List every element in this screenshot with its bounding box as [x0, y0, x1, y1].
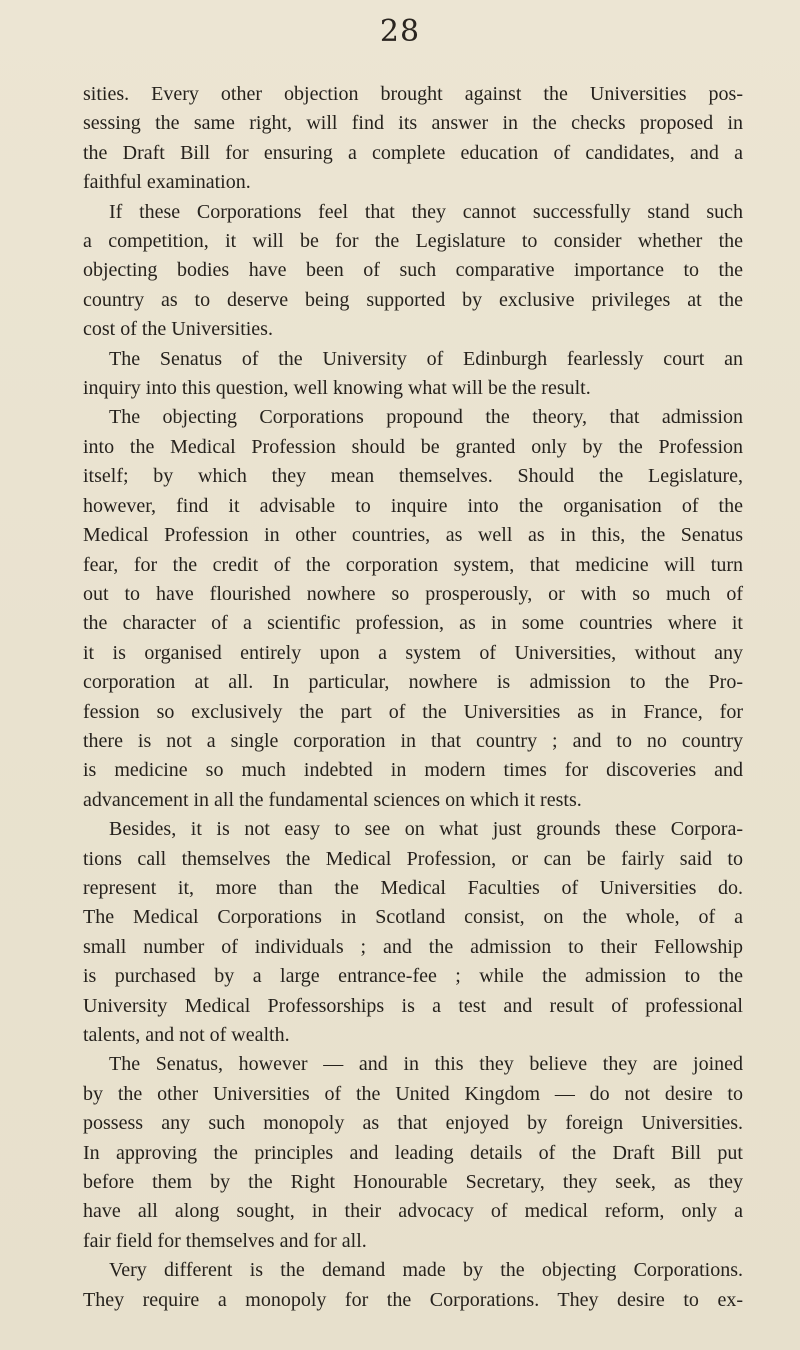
- page-number: 28: [379, 14, 421, 49]
- text-line: however, find it advisable to inquire into the organisation of the: [83, 494, 743, 517]
- text-line: is purchased by a large entrance-fee ; while the admission to the: [83, 965, 743, 988]
- paragraph: [83, 345, 743, 404]
- text-line: a competition, it will be for the Legislature to consider whether the: [83, 230, 743, 253]
- text-line: If these Corporations feel that they cannot successfully stand such: [109, 200, 743, 223]
- text-line: before them by the Right Honourable Secretary, they seek, as they: [83, 1171, 743, 1194]
- text-line: advancement in all the fundamental sciences on which it rests.: [83, 788, 582, 811]
- paragraph: [83, 815, 743, 1050]
- paragraph: [83, 1256, 743, 1315]
- paragraph: [83, 80, 743, 198]
- text-line: fear, for the credit of the corporation system, that medicine will turn: [83, 553, 743, 576]
- text-line: The Senatus, however — and in this they believe they are joined: [109, 1053, 743, 1076]
- text-line: small number of individuals ; and the admission to their Fellowship: [83, 935, 743, 958]
- text-line: Medical Profession in other countries, as well as in this, the Senatus: [83, 524, 743, 547]
- text-line: sities. Every other objection brought against the Universities pos-: [83, 83, 743, 105]
- paragraph: [83, 403, 743, 815]
- text-line: faithful examination.: [83, 171, 251, 194]
- text-line: is medicine so much indebted in modern times for discoveries and: [83, 759, 743, 782]
- text-line: In approving the principles and leading details of the Draft Bill put: [83, 1141, 743, 1164]
- text-line: The objecting Corporations propound the theory, that admission: [109, 406, 743, 429]
- text-line: the character of a scientific profession, as in some countries where it: [83, 612, 743, 635]
- text-line: there is not a single corporation in that country ; and to no country: [83, 729, 743, 752]
- text-line: corporation at all. In particular, nowhere is admission to the Pro-: [83, 671, 743, 694]
- text-line: itself; by which they mean themselves. Should the Legislature,: [83, 465, 743, 488]
- text-line: The Senatus of the University of Edinburgh fearlessly court an: [109, 347, 743, 370]
- text-line: into the Medical Profession should be granted only by the Profession: [83, 435, 743, 458]
- text-line: have all along sought, in their advocacy of medical reform, only a: [83, 1200, 743, 1223]
- text-line: by the other Universities of the United Kingdom — do not desire to: [83, 1082, 743, 1105]
- text-line: cost of the Universities.: [83, 318, 273, 341]
- text-line: represent it, more than the Medical Faculties of Universities do.: [83, 876, 743, 899]
- text-line: fession so exclusively the part of the Universities as in France, for: [83, 700, 743, 723]
- paragraph: [83, 198, 743, 345]
- text-line: objecting bodies have been of such comparative importance to the: [83, 259, 743, 282]
- text-line: fair field for themselves and for all.: [83, 1229, 367, 1252]
- text-line: talents, and not of wealth.: [83, 1024, 290, 1046]
- text-line: sessing the same right, will find its answer in the checks proposed in: [83, 112, 743, 135]
- body-text: [83, 80, 743, 1315]
- paragraph: [83, 1050, 743, 1256]
- text-line: inquiry into this question, well knowing what will be the result.: [83, 377, 591, 400]
- text-line: The Medical Corporations in Scotland consist, on the whole, of a: [83, 906, 743, 929]
- text-line: University Medical Professorships is a test and result of professional: [83, 994, 743, 1017]
- text-line: out to have flourished nowhere so prosperously, or with so much of: [83, 582, 743, 605]
- text-line: They require a monopoly for the Corporations. They desire to ex-: [83, 1288, 743, 1311]
- text-line: country as to deserve being supported by exclusive privileges at the: [83, 288, 743, 311]
- text-line: the Draft Bill for ensuring a complete education of candidates, and a: [83, 141, 743, 164]
- text-line: it is organised entirely upon a system of Universities, without any: [83, 641, 743, 664]
- text-line: Besides, it is not easy to see on what just grounds these Corpora-: [109, 818, 743, 841]
- text-line: possess any such monopoly as that enjoyed by foreign Universities.: [83, 1112, 743, 1135]
- text-line: tions call themselves the Medical Profession, or can be fairly said to: [83, 847, 743, 870]
- text-line: Very different is the demand made by the objecting Corporations.: [109, 1259, 743, 1282]
